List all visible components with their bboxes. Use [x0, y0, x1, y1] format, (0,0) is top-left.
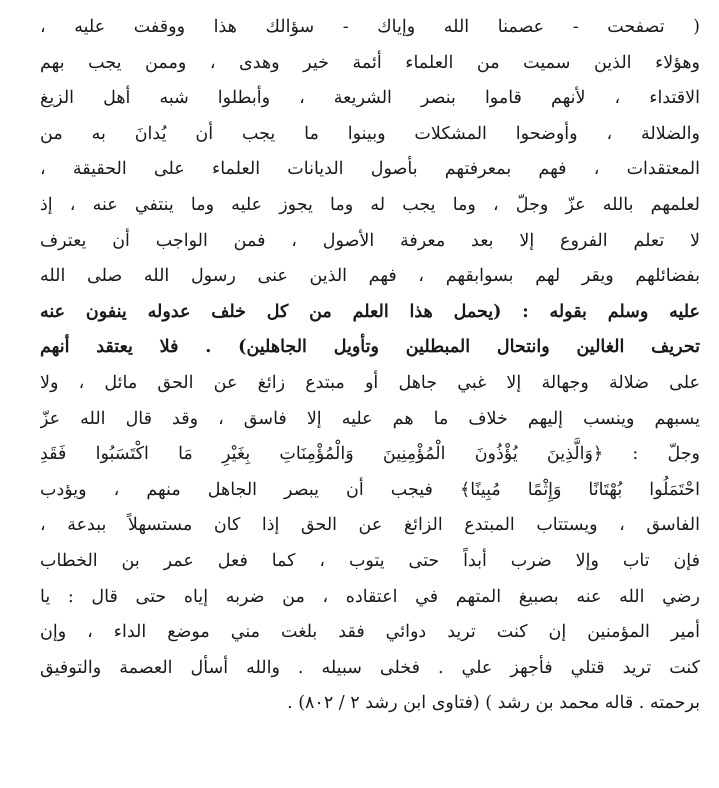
hadith-text-line: تحريف الغالين وانتحال المبطلين وتأويل الجاهلين) . فلا يعتقد أنهم — [40, 337, 700, 358]
text-line: بفضائلهم ويقر لهم بسوابقهم ، فهم الذين عنى رسول الله صلى الله — [40, 266, 700, 287]
text-line: الفاسق ، ويستتاب المبتدع الزائغ عن الحق إذا كان مستسهلاً ببدعة ، — [40, 515, 700, 536]
text-line: ( تصفحت - عصمنا الله وإياك - سؤالك هذا ووقفت عليه ، — [40, 17, 700, 37]
text-line: رضي الله عنه بصبيغ المتهم في اعتقاده ، من ضربه إياه حتى قال : يا — [40, 586, 700, 607]
quran-verse-line: وجلّ : ﴿وَالَّذِينَ يُؤْذُونَ الْمُؤْمِنِينَ وَالْمُؤْمِنَاتِ بِغَيْرِ مَا اكْتَسَبُوا فَقَدِ — [40, 444, 700, 465]
text-line: الاقتداء ، لأنهم قاموا بنصر الشريعة ، وأبطلوا شبه أهل الزيغ — [40, 88, 700, 109]
text-line: المعتقدات ، فهم بمعرفتهم بأصول الديانات العلماء على الحقيقة ، — [40, 159, 700, 180]
text-line: أمير المؤمنين إن كنت تريد دوائي فقد بلغت مني موضع الداء ، وإن — [40, 622, 700, 643]
text-line: يسبهم وينسب إليهم خلاف ما هم عليه إلا فاسق ، وقد قال الله عزّ — [40, 408, 700, 429]
quran-verse-line: احْتَمَلُوا بُهْتَانًا وَإِثْمًا مُبِينًا﴾ فيجب أن يبصر الجاهل منهم ، ويؤدب — [40, 479, 700, 500]
fatwa-text-block — [40, 10, 700, 722]
text-line: لعلمهم بالله عزّ وجلّ ، وما يجب له وما يجوز عليه وما ينتفي عنه ، إذ — [40, 194, 700, 215]
hadith-text-line: عليه وسلم بقوله : (يحمل هذا العلم من كل خلف عدوله ينفون عنه — [40, 301, 700, 322]
text-line: كنت تريد قتلي فأجهز علي . فخلى سبيله . والله أسأل العصمة والتوفيق — [40, 657, 700, 678]
text-line: على ضلالة وجهالة إلا غبي جاهل أو مبتدع زائغ عن الحق مائل ، ولا — [40, 372, 700, 393]
text-line: فإن تاب وإلا ضرب أبداً حتى يتوب ، كما فعل عمر بن الخطاب — [40, 550, 700, 571]
text-line: والضلالة ، وأوضحوا المشكلات وبينوا ما يجب أن يُدانَ به من — [40, 123, 700, 144]
citation-line: برحمته . قاله محمد بن رشد ) (فتاوى ابن رشد ٢ / ٨٠٢) . — [287, 693, 700, 714]
text-line: وهؤلاء الذين سميت من العلماء أئمة خير وهدى ، وممن يجب بهم — [40, 52, 700, 73]
text-line: لا تعلم الفروع إلا بعد معرفة الأصول ، فمن الواجب أن يعترف — [40, 230, 700, 251]
